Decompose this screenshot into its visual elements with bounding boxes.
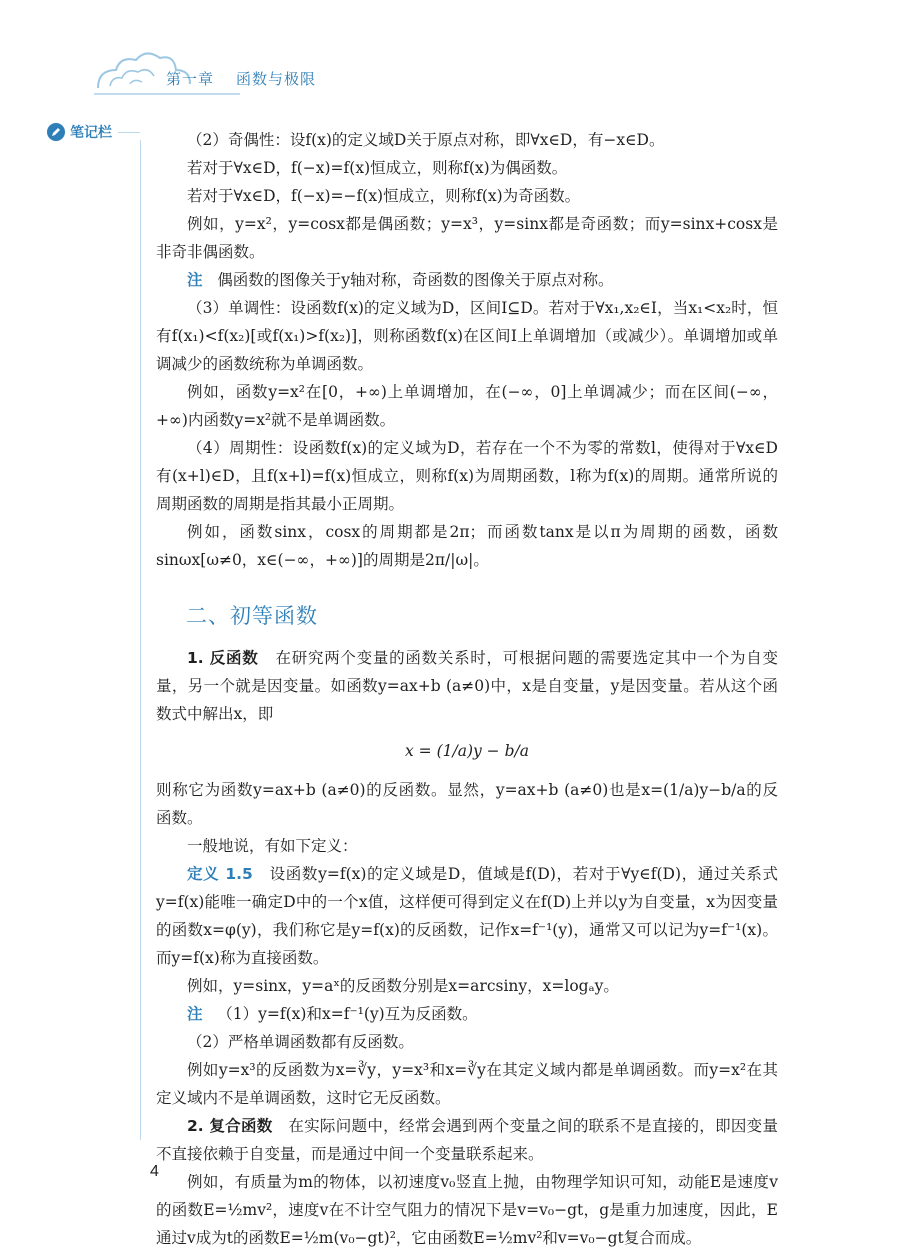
- paragraph-cube-root-example: 例如y=x³的反函数为x=∛y，y=x³和x=∛y在其定义域内都是单调函数。而y=x²在其定义域内不是单调函数，这时它无反函数。: [156, 1061, 778, 1107]
- paragraph-general: 一般地说，有如下定义：: [187, 837, 358, 855]
- note-inverse: [156, 1000, 778, 1028]
- paragraph-odd-def: 若对于∀x∈D，f(−x)=−f(x)恒成立，则称f(x)为奇函数。: [187, 187, 581, 205]
- paragraph-inverse-example: 例如，y=sinx，y=aˣ的反函数分别是x=arcsiny，x=logₐy。: [187, 977, 619, 995]
- paragraph-even-def: 若对于∀x∈D，f(−x)=f(x)恒成立，则称f(x)为偶函数。: [187, 159, 568, 177]
- composite-heading: 2. 复合函数: [187, 1117, 273, 1135]
- chapter-label: 第一章: [166, 71, 215, 88]
- note-symmetry: [156, 266, 778, 294]
- pencil-note-icon: [46, 122, 66, 142]
- page-header: [0, 0, 900, 130]
- page-number: 4: [150, 1163, 159, 1180]
- inverse-heading: 1. 反函数: [187, 649, 259, 667]
- definition-1-5: [156, 860, 778, 972]
- note2-label: 注: [187, 1005, 203, 1023]
- paragraph-parity: （2）奇偶性：设f(x)的定义域D关于原点对称，即∀x∈D，有−x∈D。: [187, 131, 665, 149]
- note-text: 偶函数的图像关于y轴对称，奇函数的图像关于原点对称。: [217, 271, 614, 289]
- paragraph-kinetic-example: 例如，有质量为m的物体，以初速度v₀竖直上抛，由物理学知识可知，动能E是速度v的函数E=½mv²，速度v在不计空气阻力的情况下是v=v₀−gt，g是重力加速度，因此，E通过v成为t的函数E=½m(v₀−gt)²，它由函数E=½mv²和v=v₀−gt复合而成。: [156, 1173, 778, 1247]
- note-label: 注: [187, 271, 203, 289]
- notes-label: 笔记栏: [70, 124, 112, 140]
- paragraph-composite-intro: [156, 1112, 778, 1168]
- paragraph-inverse-conclusion: 则称它为函数y=ax+b (a≠0)的反函数。显然，y=ax+b (a≠0)也是x=(1/a)y−b/a的反函数。: [156, 781, 778, 827]
- paragraph-inverse-intro: [156, 644, 778, 728]
- inverse-intro-text: 在研究两个变量的函数关系时，可根据问题的需要选定其中一个为自变量，另一个就是因变量。如函数y=ax+b (a≠0)中，x是自变量，y是因变量。若从这个函数式中解出x，即: [156, 649, 778, 723]
- section-title: 二、初等函数: [186, 604, 318, 628]
- formula-inverse: x = (1/a)y − b/a: [405, 742, 529, 760]
- paragraph-periodic-example: 例如，函数sinx，cosx的周期都是2π；而函数tanx是以π为周期的函数，函数sinωx[ω≠0，x∈(−∞，+∞)]的周期是2π/|ω|。: [156, 523, 778, 569]
- definition-text: 设函数y=f(x)的定义域是D，值域是f(D)，若对于∀y∈f(D)，通过关系式y=f(x)能唯一确定D中的一个x值，这样便可得到定义在f(D)上并以y为自变量，x为因变量的函数x=φ(y)，我们称它是y=f(x)的反函数，记作x=f⁻¹(y)，通常又可以记为y=f⁻¹(x)。而y=f(x)称为直接函数。: [156, 865, 778, 967]
- paragraph-parity-example: 例如，y=x²，y=cosx都是偶函数；y=x³，y=sinx都是奇函数；而y=sinx+cosx是非奇非偶函数。: [156, 215, 778, 261]
- notes-margin-line: [140, 140, 141, 1140]
- notes-badge: [46, 122, 112, 142]
- definition-label: 定义 1.5: [187, 865, 253, 883]
- note2-text: （1）y=f(x)和x=f⁻¹(y)互为反函数。: [217, 1005, 478, 1023]
- paragraph-monotonic: （3）单调性：设函数f(x)的定义域为D，区间I⊆D。若对于∀x₁,x₂∈I，当x₁<x₂时，恒有f(x₁)<f(x₂)[或f(x₁)>f(x₂)]，则称函数f(x)在区间I上单调增加（或减少）。单调增加或单调减少的函数统称为单调函数。: [156, 299, 778, 373]
- paragraph-monotonic-example: 例如，函数y=x²在[0，+∞)上单调增加，在(−∞，0]上单调减少；而在区间(−∞，+∞)内函数y=x²就不是单调函数。: [156, 383, 778, 429]
- page-body: [156, 126, 778, 1252]
- chapter-title: 函数与极限: [236, 71, 317, 88]
- paragraph-strict-monotonic: （2）严格单调函数都有反函数。: [187, 1033, 414, 1051]
- composite-intro-text: 在实际问题中，经常会遇到两个变量之间的联系不是直接的，即因变量不直接依赖于自变量，而是通过中间一个变量联系起来。: [156, 1117, 778, 1163]
- notes-divider: [118, 132, 140, 133]
- paragraph-periodic: （4）周期性：设函数f(x)的定义域为D，若存在一个不为零的常数l，使得对于∀x∈D有(x+l)∈D，且f(x+l)=f(x)恒成立，则称f(x)为周期函数，l称为f(x)的周期。通常所说的周期函数的周期是指其最小正周期。: [156, 439, 778, 513]
